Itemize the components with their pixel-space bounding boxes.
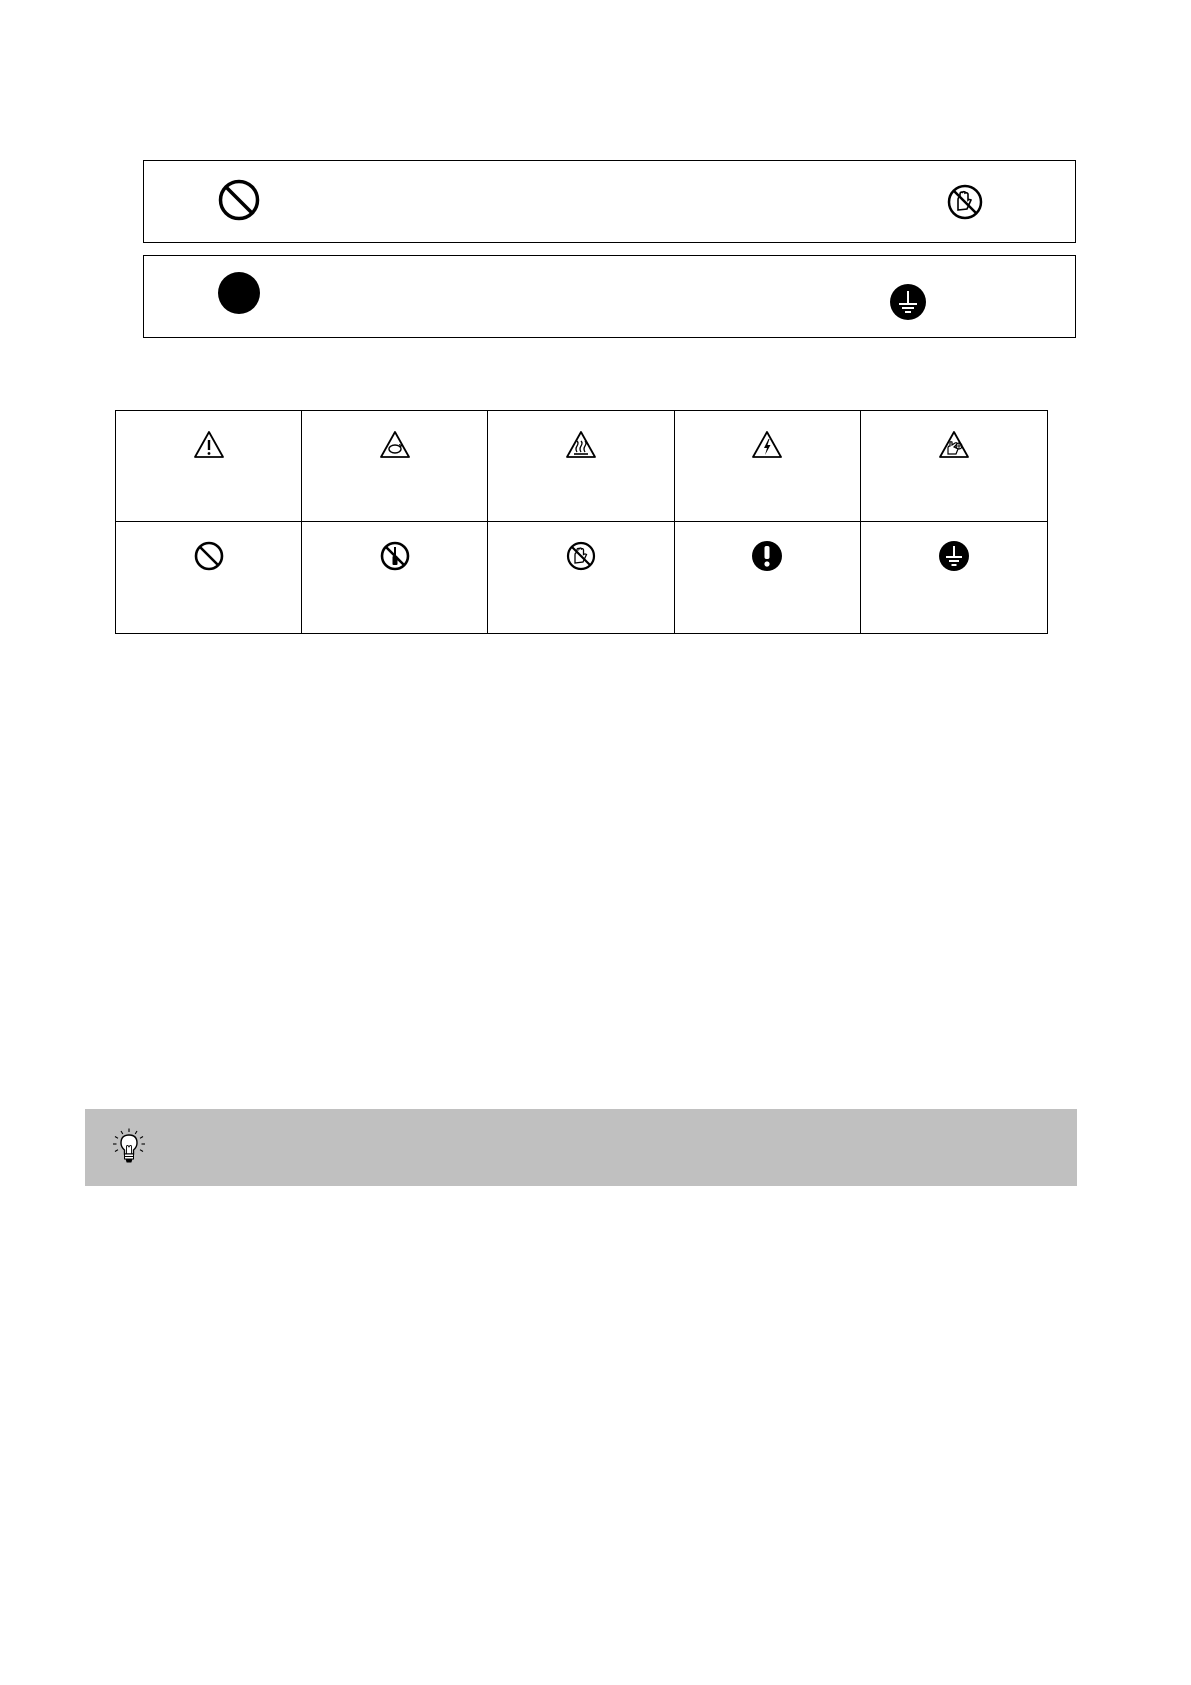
symbol-cell-prohibited (116, 522, 302, 633)
rotating-parts-caution-icon (379, 429, 411, 461)
symbol-cell-do-not-disassemble (302, 522, 488, 633)
mandatory-exclamation-icon (751, 540, 783, 572)
no-touching-icon (565, 540, 597, 572)
symbol-cell-finger-injury (861, 411, 1047, 522)
ground-icon (938, 540, 970, 572)
general-caution-icon (193, 429, 225, 461)
symbol-cell-ground (861, 522, 1047, 633)
symbol-cell-hot-surface (488, 411, 674, 522)
symbol-cell-general-caution (116, 411, 302, 522)
symbol-cell-electric-shock (675, 411, 861, 522)
symbol-cell-rotating-parts (302, 411, 488, 522)
prohibition-symbol-box (143, 160, 1076, 243)
prohibited-icon (217, 178, 261, 222)
mandatory-dot-icon (217, 271, 261, 315)
prohibited-icon (193, 540, 225, 572)
finger-injury-caution-icon (938, 429, 970, 461)
symbol-cell-mandatory (675, 522, 861, 633)
lightbulb-icon (112, 1128, 146, 1164)
no-touching-icon (946, 183, 984, 221)
mandatory-symbol-box (143, 255, 1076, 338)
do-not-disassemble-icon (379, 540, 411, 572)
symbol-cell-no-touching (488, 522, 674, 633)
hot-surface-caution-icon (565, 429, 597, 461)
ground-icon (889, 283, 927, 321)
tip-bar (85, 1109, 1077, 1186)
electric-shock-caution-icon (751, 429, 783, 461)
safety-symbol-table (115, 410, 1048, 634)
